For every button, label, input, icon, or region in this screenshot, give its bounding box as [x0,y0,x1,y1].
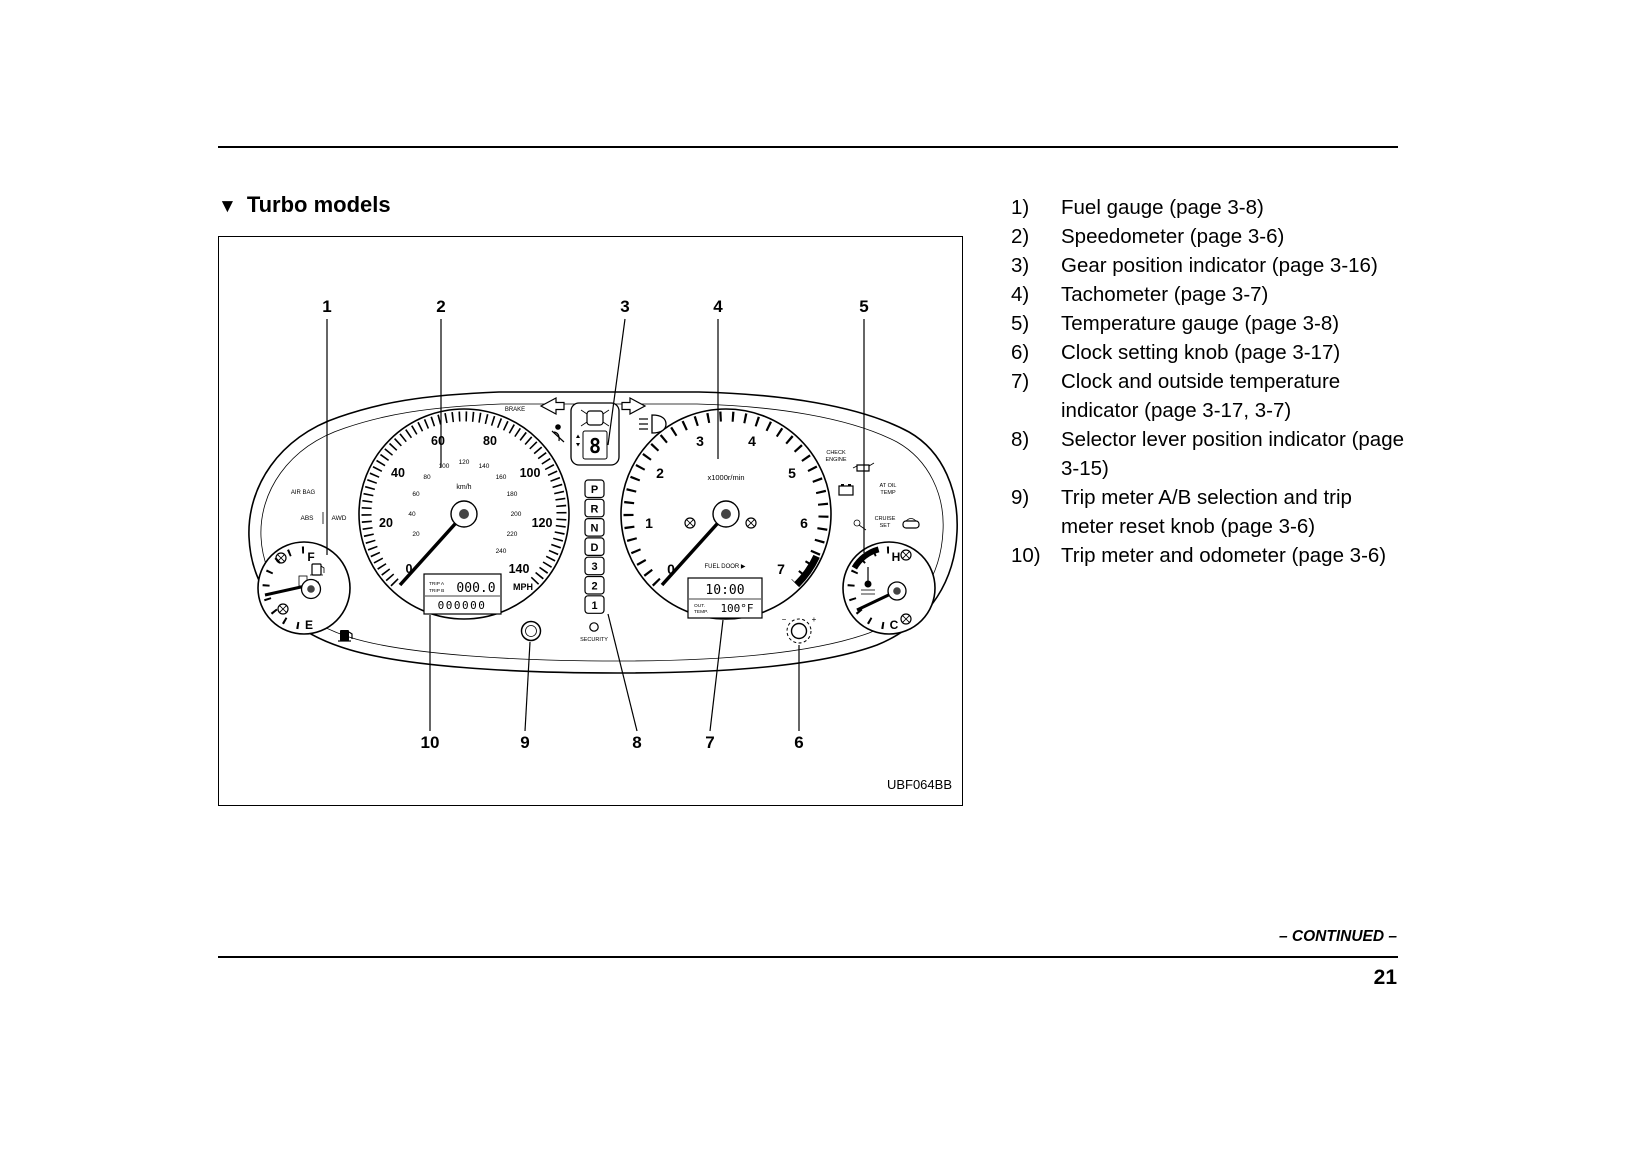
callout-6: 6 [794,733,804,752]
speed-label: 0 [405,562,413,576]
page-number: 21 [1373,966,1397,989]
callout-2: 2 [436,297,446,316]
list-item-text: Trip meter A/B selection and trip meter reset knob (page 3-6) [1061,486,1352,538]
tach-label: 4 [748,433,756,449]
top-rule [218,146,1398,148]
tachometer-hub-center [721,509,731,519]
section-marker-icon: ▼ [218,196,237,217]
list-item-text: Selector lever position indicator (page 3-15) [1061,428,1404,480]
callout-5: 5 [859,297,869,316]
trip-meter-value: 000.0 [456,581,496,596]
airbag-warning-label: AIR BAG [290,490,316,496]
speed-label: 100 [519,466,541,480]
kmh-label: 20 [412,531,420,538]
kmh-label: 240 [495,548,507,555]
kmh-label: 140 [478,463,490,470]
gear-letter: 1 [591,599,598,612]
speed-label: 60 [431,434,445,448]
lights-on-icon [903,519,919,529]
cruise-set-label: SET [879,523,891,529]
callout-10: 10 [420,733,440,752]
speed-label: 120 [531,516,553,530]
legend-list [1011,193,1405,570]
kmh-label: 80 [423,474,431,481]
at-oil-temp-label: TEMP [880,490,896,496]
tach-label: 5 [788,465,796,481]
gear-letter: R [590,503,599,516]
kmh-label: 220 [506,531,518,538]
tach-label: 1 [645,515,653,531]
list-item-number: 3) [1011,254,1030,277]
list-item-text: Clock setting knob (page 3-17) [1061,341,1341,364]
list-item-number: 10) [1011,544,1041,567]
gear-letter: 2 [591,580,598,593]
list-item-number: 5) [1011,312,1030,335]
temperature-gauge [843,542,935,634]
tach-label: 6 [800,515,808,531]
speed-label: 40 [391,466,405,480]
bottom-rule [218,956,1398,958]
figure-code: UBF064BB [886,777,952,792]
gear-letter: 3 [591,561,598,574]
tachometer [621,409,831,619]
temp-hub-center [893,587,901,595]
kmh-label: 120 [458,459,470,466]
odometer-value: 000000 [437,599,487,612]
fuel-door-label: FUEL DOOR ▶ [704,564,746,570]
check-engine-label: CHECK [826,450,846,456]
clock-setting-knob [782,615,817,643]
abs-warning-label: ABS [300,515,314,522]
tach-unit-label: x1000r/min [707,473,745,482]
check-engine-label: ENGINE [825,457,847,463]
list-item-text: Clock and outside temperature indicator (page 3-17, 3-7) [1061,370,1341,422]
callout-4: 4 [713,297,723,316]
gear-letter: D [590,541,599,554]
speedometer-hub-center [459,509,469,519]
clock-plus-label: + [811,615,817,624]
fuel-full-label: F [307,550,315,564]
awd-warning-label: AWD [331,515,347,522]
kmh-label: 180 [506,491,518,498]
list-item-text: Temperature gauge (page 3-8) [1061,312,1340,335]
section-heading-text: Turbo models [246,192,391,217]
gear-letter: P [590,484,599,496]
continued-note: – CONTINUED – [1279,928,1397,945]
kmh-label: 160 [495,474,507,481]
seatbelt-warning-icon [552,424,564,442]
right-indicator-area [825,450,919,530]
right-turn-signal-icon [622,398,645,414]
kmh-unit-label: km/h [456,484,472,491]
gear-display-module [571,403,619,465]
battery-warning-icon [839,484,853,495]
speed-label: 140 [508,562,530,576]
tach-label: 3 [696,433,704,449]
list-item [1011,338,1405,367]
speed-label: 80 [483,434,497,448]
list-item [1011,280,1405,309]
out-temp-label: OUT. [694,604,705,609]
list-item-number: 1) [1011,196,1030,219]
list-item-text: Trip meter and odometer (page 3-6) [1061,544,1387,567]
list-item-number: 6) [1011,341,1030,364]
left-turn-signal-icon [541,398,564,414]
list-item [1011,193,1405,222]
list-item [1011,309,1405,338]
mph-unit-label: MPH [513,582,533,592]
list-item [1011,367,1405,425]
fuel-hub-center [307,585,315,593]
cruise-set-label: CRUISE [874,516,896,522]
list-item [1011,425,1405,483]
list-item-number: 4) [1011,283,1030,306]
section-heading [218,192,391,218]
low-fuel-warning-icon [338,630,352,641]
at-oil-temp-label: AT OIL [879,483,897,489]
list-item [1011,251,1405,280]
gear-position-indicator [585,480,604,613]
clock-display [688,578,762,618]
kmh-label: 200 [510,511,522,518]
tach-label: 0 [667,561,675,577]
callout-7: 7 [705,733,715,752]
trip-reset-knob [522,622,541,641]
list-item-number: 7) [1011,370,1030,393]
trip-odometer-display [424,574,501,614]
instrument-cluster-diagram [219,237,961,804]
security-indicator [580,623,608,643]
speed-label: 20 [379,516,393,530]
list-item [1011,483,1405,541]
kmh-label: 40 [408,511,416,518]
left-indicator-area [291,490,347,524]
list-item-number: 9) [1011,486,1030,509]
callout-8: 8 [632,733,642,752]
out-temp-label: TEMP. [694,610,709,615]
gear-display-digit: 8 [588,434,602,458]
callout-1: 1 [322,297,332,316]
trip-a-label: TRIP A [429,582,445,587]
list-item [1011,541,1405,570]
kmh-label: 60 [412,491,420,498]
list-item [1011,222,1405,251]
list-item-text: Gear position indicator (page 3-16) [1061,254,1378,277]
out-temp-value: 100°F [720,602,754,615]
kmh-label: 100 [438,463,450,470]
trip-b-label: TRIP B [429,589,445,594]
callout-9: 9 [520,733,530,752]
instrument-panel-figure [218,236,963,806]
list-item-text: Fuel gauge (page 3-8) [1061,196,1264,219]
list-item-number: 2) [1011,225,1030,248]
tach-label: 2 [656,465,664,481]
temp-hot-label: H [891,550,901,564]
security-label: SECURITY [580,637,608,643]
high-beam-icon [639,415,666,433]
speedometer [359,409,569,619]
fuel-gauge [258,542,352,641]
clock-minus-label: − [781,615,787,624]
callout-3: 3 [620,297,630,316]
clock-time-value: 10:00 [705,583,745,598]
list-item-number: 8) [1011,428,1030,451]
brake-warning-label: BRAKE [504,407,526,413]
fuel-empty-label: E [304,618,314,632]
list-item-text: Speedometer (page 3-6) [1061,225,1285,248]
gear-letter: N [590,522,599,535]
list-item-text: Tachometer (page 3-7) [1061,283,1269,306]
temp-cold-label: C [889,618,899,632]
tach-label: 7 [777,561,785,577]
